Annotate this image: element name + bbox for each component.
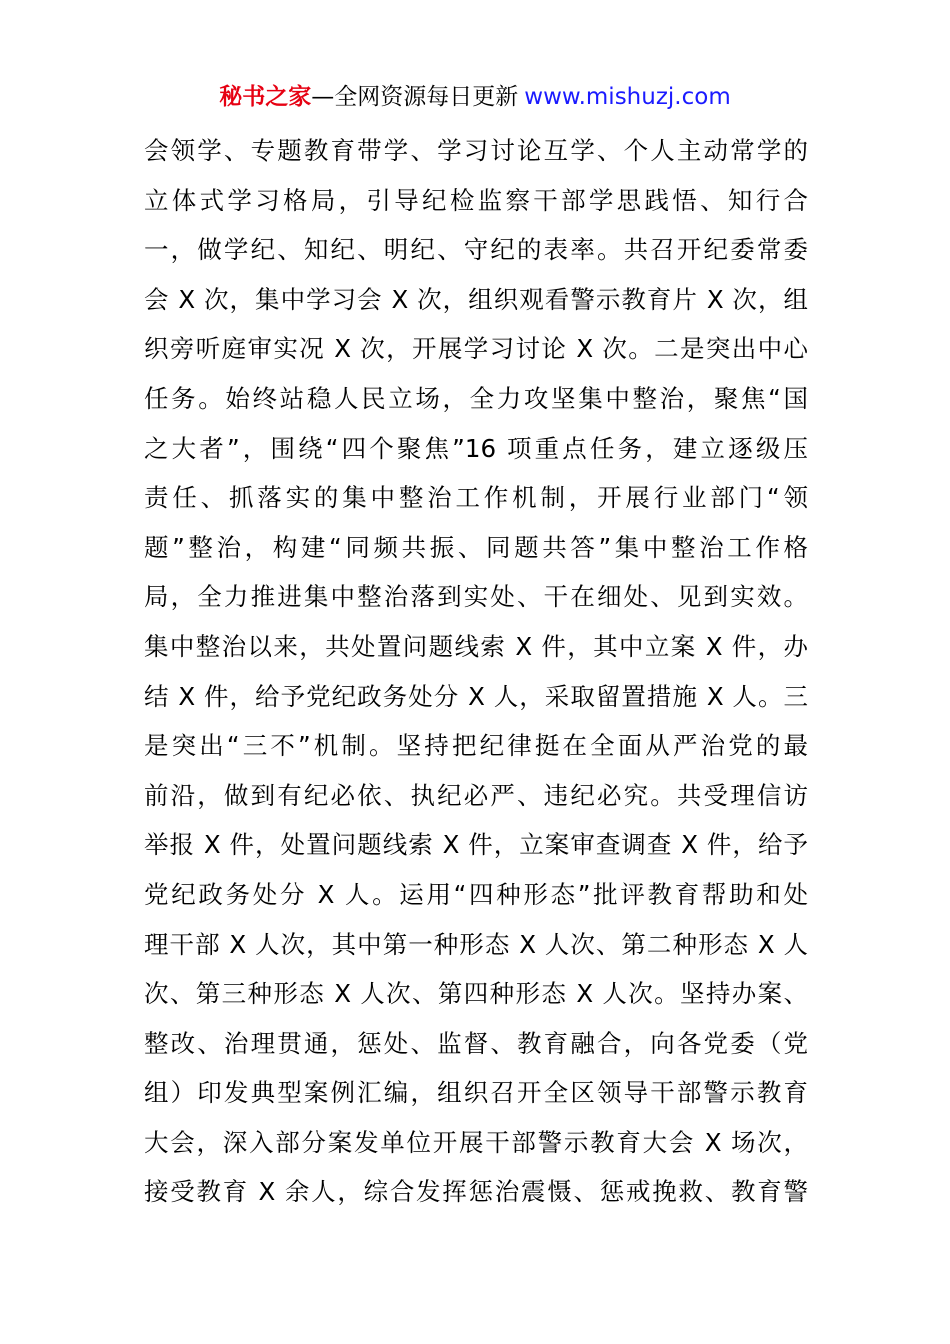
text-line: 次、第三种形态 X 人次、第四种形态 X 人次。坚持办案、 <box>144 979 808 1009</box>
text-line: 立体式学习格局，引导纪检监察干部学思践悟、知行合 <box>144 185 808 215</box>
text-line: 前沿，做到有纪必依、执纪必严、违纪必究。共受理信访 <box>144 780 808 810</box>
page-header <box>0 80 950 114</box>
text-line: 会 X 次，集中学习会 X 次，组织观看警示教育片 X 次，组 <box>144 284 808 314</box>
text-line: 是突出“三不”机制。坚持把纪律挺在全面从严治党的最 <box>144 731 808 761</box>
text-line: 结 X 件，给予党纪政务处分 X 人，采取留置措施 X 人。三 <box>144 681 808 711</box>
text-line: 举报 X 件，处置问题线索 X 件，立案审查调查 X 件，给予 <box>144 830 808 860</box>
text-line: 一，做学纪、知纪、明纪、守纪的表率。共召开纪委常委 <box>144 235 808 265</box>
text-line: 接受教育 X 余人，综合发挥惩治震慑、惩戒挽救、教育警 <box>144 1177 808 1207</box>
text-line: 理干部 X 人次，其中第一种形态 X 人次、第二种形态 X 人 <box>144 929 808 959</box>
text-line: 党纪政务处分 X 人。运用“四种形态”批评教育帮助和处 <box>144 879 808 909</box>
text-line: 织旁听庭审实况 X 次，开展学习讨论 X 次。二是突出中心 <box>144 334 808 364</box>
text-line: 任务。始终站稳人民立场，全力攻坚集中整治，聚焦“国 <box>144 383 808 413</box>
text-line: 集中整治以来，共处置问题线索 X 件，其中立案 X 件，办 <box>144 631 808 661</box>
site-url-link[interactable]: www.mishuzj.com <box>524 84 731 110</box>
text-line: 之大者”，围绕“四个聚焦”16 项重点任务，建立逐级压 <box>144 433 808 463</box>
brand-name: 秘书之家 <box>219 84 312 110</box>
text-line: 题”整治，构建“同频共振、同题共答”集中整治工作格 <box>144 532 808 562</box>
header-tagline: —全网资源每日更新 <box>311 84 519 110</box>
text-line: 责任、抓落实的集中整治工作机制，开展行业部门“领 <box>144 483 808 513</box>
text-line: 组）印发典型案例汇编，组织召开全区领导干部警示教育 <box>144 1078 808 1108</box>
text-line: 整改、治理贯通，惩处、监督、教育融合，向各党委（党 <box>144 1028 808 1058</box>
text-line: 会领学、专题教育带学、学习讨论互学、个人主动常学的 <box>144 136 808 165</box>
text-line: 局，全力推进集中整治落到实处、干在细处、见到实效。 <box>144 582 808 612</box>
text-line: 大会，深入部分案发单位开展干部警示教育大会 X 场次， <box>144 1127 808 1157</box>
document-body <box>144 126 808 1217</box>
